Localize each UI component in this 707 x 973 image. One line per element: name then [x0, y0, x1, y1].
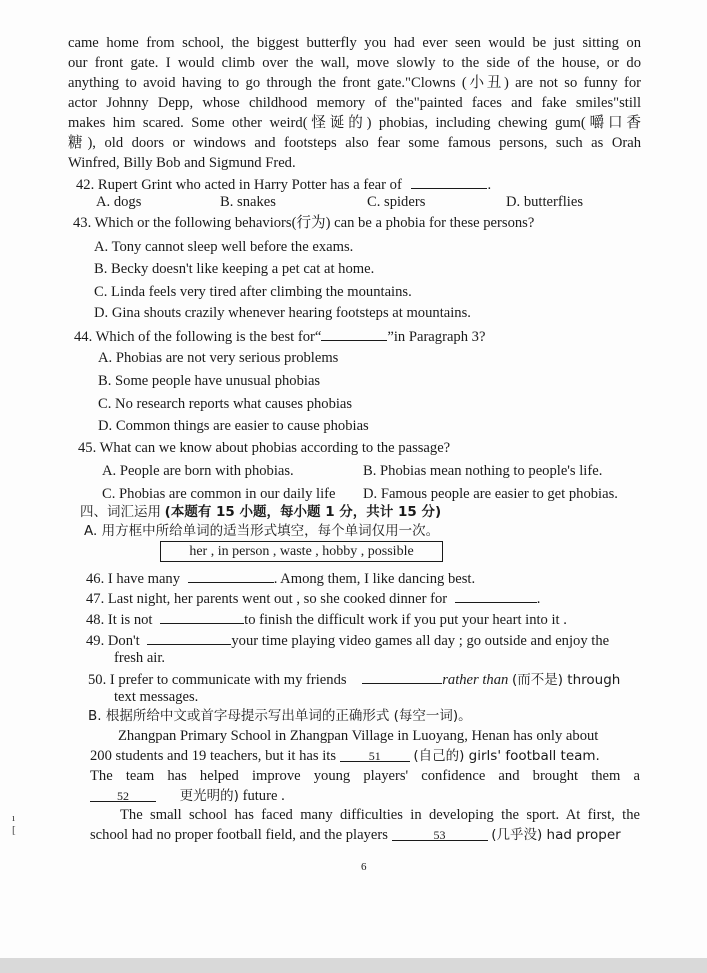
question-49: [86, 630, 609, 650]
passage-b-line: [90, 787, 285, 805]
question-stem: 49. Don't: [86, 633, 140, 649]
passage-b-line: Zhangpan Primary School in Zhangpan Village in Luoyang, Henan has only about: [118, 728, 599, 744]
passage-line: our front gate. I would climb over the wall, move slowly to the side of the house, or do: [68, 55, 641, 71]
passage-line: anything to avoid having to go through the front gate."Clowns (小丑) are not so funny for: [68, 75, 641, 91]
option: B. Phobias mean nothing to people's life.: [363, 463, 603, 479]
question-stem: 42. Rupert Grint who acted in Harry Potter has a fear of: [76, 177, 402, 193]
word-box: her , in person , waste , hobby , possible: [160, 541, 443, 562]
question-stem-end: your time playing video games all day ; go outside and enjoy the: [231, 633, 610, 649]
question-50: [88, 669, 620, 689]
answer-blank[interactable]: [160, 609, 244, 624]
option: B. snakes: [220, 194, 276, 210]
option: C. Phobias are common in our daily life: [102, 486, 336, 502]
passage-b-line: [90, 747, 600, 765]
passage-line: Winfred, Billy Bob and Sigmund Fred.: [68, 155, 296, 171]
question-stem: 47. Last night, her parents went out , so she cooked dinner for: [86, 591, 448, 607]
italic-phrase: rather than: [442, 672, 509, 688]
option: C. Linda feels very tired after climbing the mountains.: [94, 284, 412, 300]
passage-text: 200 students and 19 teachers, but it has its: [90, 748, 337, 764]
answer-blank[interactable]: [362, 669, 442, 684]
question-47: [86, 588, 540, 608]
section-score: (本题有 15 小题，每小题 1 分，共计 15 分): [164, 504, 442, 520]
question-stem-end: to finish the difficult work if you put your heart into it .: [244, 612, 567, 628]
option: B. Some people have unusual phobias: [98, 373, 321, 389]
passage-text: school had no proper football field, and the players: [90, 827, 388, 843]
passage-b-line: [90, 826, 621, 844]
passage-b-line: The small school has faced many difficulties in developing the sport. At first, the: [120, 807, 640, 823]
section-heading: [80, 503, 441, 521]
question-46: [86, 568, 475, 588]
option: A. Phobias are not very serious problems: [98, 350, 339, 366]
passage-line: actor Johnny Depp, whose childhood memory of the"painted faces and fake smiles"still: [68, 95, 641, 111]
question-48: [86, 609, 567, 629]
answer-blank-53[interactable]: 53: [392, 826, 488, 841]
answer-blank-51[interactable]: 51: [340, 747, 410, 762]
part-a-instruction: A. 用方框中所给单词的适当形式填空，每个单词仅用一次。: [84, 523, 440, 539]
answer-blank[interactable]: [411, 174, 487, 189]
question-45-stem: 45. What can we know about phobias according to the passage?: [78, 440, 451, 456]
answer-blank[interactable]: [455, 588, 537, 603]
passage-text: future .: [242, 788, 285, 804]
hint-text: (自己的) girls' football team.: [413, 748, 600, 764]
option: A. dogs: [96, 194, 142, 210]
question-stem: 50. I prefer to communicate with my friends: [88, 672, 347, 688]
passage-line: makes him scared. Some other weird(怪诞的) phobias, including chewing gum(嚼口香: [68, 115, 641, 131]
option: A. Tony cannot sleep well before the exams.: [94, 239, 354, 255]
bottom-strip: [0, 958, 707, 973]
question-stem: 48. It is not: [86, 612, 153, 628]
question-stem-end: ”in Paragraph 3?: [387, 329, 486, 345]
question-50-cont: text messages.: [114, 689, 199, 705]
question-stem-end: (而不是) through: [511, 672, 621, 688]
option: A. People are born with phobias.: [102, 463, 294, 479]
section-title: 四、词汇运用: [80, 504, 161, 520]
question-stem-end: .: [536, 591, 541, 607]
punctuation: .: [487, 177, 492, 193]
question-stem-end: . Among them, I like dancing best.: [273, 571, 476, 587]
hint-text: (几乎没) had proper: [491, 827, 621, 843]
option: D. Gina shouts crazily whenever hearing footsteps at mountains.: [94, 305, 471, 321]
option: D. Famous people are easier to get phobias.: [363, 486, 618, 502]
page-number: 6: [361, 861, 367, 873]
answer-blank[interactable]: [147, 630, 231, 645]
option: C. No research reports what causes phobias: [98, 396, 353, 412]
question-stem: 44. Which of the following is the best for“: [74, 329, 322, 345]
question-42: [76, 174, 491, 194]
option: D. Common things are easier to cause phobias: [98, 418, 369, 434]
margin-mark: ı: [12, 812, 16, 824]
answer-blank[interactable]: [188, 568, 274, 583]
option: B. Becky doesn't like keeping a pet cat at home.: [94, 261, 375, 277]
question-44: [74, 326, 485, 346]
question-43-stem: 43. Which or the following behaviors(行为) can be a phobia for these persons?: [73, 215, 535, 231]
answer-blank[interactable]: [321, 326, 387, 341]
passage-b-line: The team has helped improve young players' confidence and brought them a: [90, 768, 640, 784]
question-stem: 46. I have many: [86, 571, 181, 587]
answer-blank-52[interactable]: 52: [90, 787, 156, 802]
option: D. butterflies: [506, 194, 584, 210]
passage-line: came home from school, the biggest butterfly you had ever seen would be just sitting on: [68, 35, 641, 51]
part-b-instruction: B. 根据所给中文或首字母提示写出单词的正确形式 (每空一词)。: [88, 708, 472, 724]
option: C. spiders: [367, 194, 426, 210]
hint-text: 更光明的): [179, 788, 239, 804]
margin-mark: [: [12, 824, 16, 836]
question-49-cont: fresh air.: [114, 650, 166, 666]
passage-line: 糖), old doors or windows and footsteps also fear some famous persons, such as Orah: [68, 135, 641, 151]
